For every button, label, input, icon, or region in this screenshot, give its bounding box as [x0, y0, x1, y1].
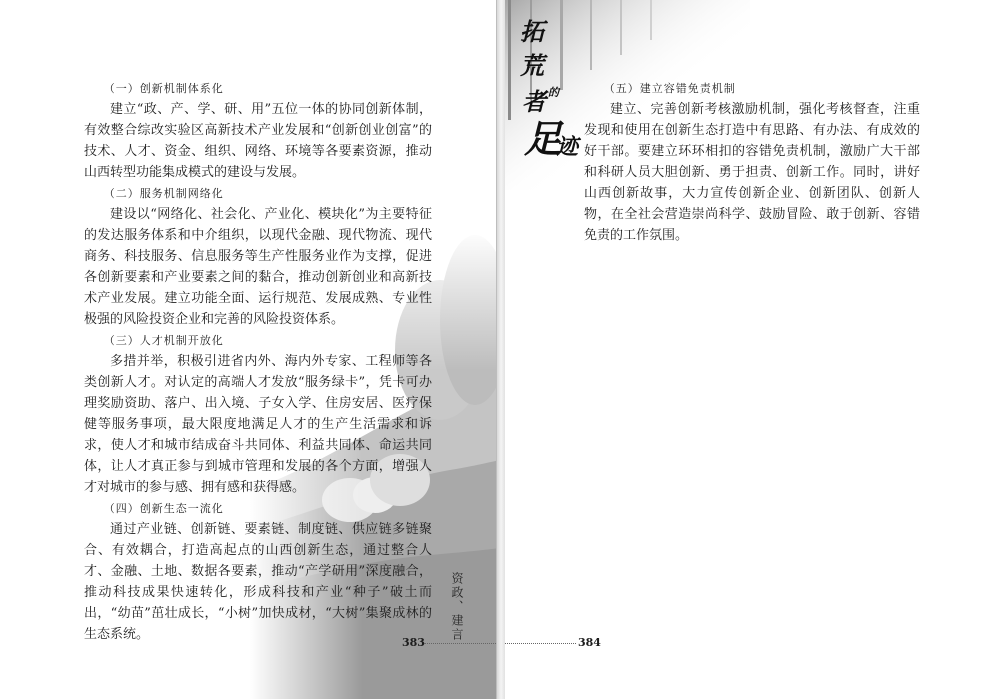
calligraphy-char-3: 者: [522, 87, 546, 116]
section-body-5: 建立、完善创新考核激励机制，强化考核督查，注重发现和使用在创新生态打造中有思路、有办法、有成效的好干部。要建立环环相扣的容错免责机制，激励广大干部和科研人员大胆创新、勇于担责、创新工作。同时，讲好山西创新故事，大力宣传创新企业、创新团队、创新人物，在全社会营造崇尚科学、鼓励冒险、敢于创新、容错免责的工作氛围。: [584, 102, 920, 243]
right-page-text: [584, 78, 920, 246]
section-body-1: 建立“政、产、学、研、用”五位一体的协同创新体制，有效整合综改实验区高新技术产业发展和“创新创业创富”的技术、人才、资金、组织、网络、环境等各要素资源，推动山西转型功能集成模式的建设与发展。: [84, 102, 432, 180]
section-heading-4: （四）创新生态一流化: [103, 502, 224, 515]
page-number-leader-right: [500, 643, 576, 644]
section-heading-5: （五）建立容错免责机制: [603, 82, 736, 95]
page-number-left: 383: [402, 636, 425, 649]
calligraphy-char-4: 的: [548, 86, 559, 99]
calligraphy-char-5: 足: [524, 116, 563, 161]
section-heading-3: （三）人才机制开放化: [103, 334, 224, 347]
section-heading-2: （二）服务机制网络化: [103, 187, 224, 200]
calligraphy-char-6: 迹: [556, 134, 579, 160]
calligraphy-char-2: 荒: [520, 51, 544, 80]
page-number-leader-left: [424, 643, 500, 644]
left-page-text: [84, 78, 432, 645]
book-spine: [496, 0, 505, 699]
section-body-4: 通过产业链、创新链、要素链、制度链、供应链多链聚合、有效耦合，打造高起点的山西创新生态，通过整合人才、金融、土地、数据各要素，推动“产学研用”深度融合，推动科技成果快速转化，形成科技和产业“种子”破土而出，“幼苗”茁壮成长，“小树”加快成材，“大树”集聚成林的生态系统。: [84, 522, 432, 642]
section-body-2: 建设以“网络化、社会化、产业化、模块化”为主要特征的发达服务体系和中介组织，以现代金融、现代物流、现代商务、科技服务、信息服务等生产性服务业作为支撑，促进各创新要素和产业要素之间的黏合，推动创新创业和高新技术产业发展。建立功能全面、运行规范、发展成熟、专业性极强的风险投资企业和完善的风险投资体系。: [84, 207, 432, 327]
right-page: [500, 0, 1000, 699]
page-number-right: 384: [578, 636, 601, 649]
section-heading-1: （一）创新机制体系化: [103, 82, 224, 95]
section-body-3: 多措并举，积极引进省内外、海内外专家、工程师等各类创新人才。对认定的高端人才发放“服务绿卡”，凭卡可办理奖励资助、落户、出入境、子女入学、住房安居、医疗保健等服务事项，最大限度地满足人才的生产生活需求和诉求，使人才和城市结成奋斗共同体、利益共同体、命运共同体，让人才真正参与到城市管理和发展的各个方面，增强人才对城市的参与感、拥有感和获得感。: [84, 354, 432, 495]
calligraphy-char-1: 拓: [520, 17, 544, 46]
side-label: 资政、建言: [450, 572, 464, 642]
